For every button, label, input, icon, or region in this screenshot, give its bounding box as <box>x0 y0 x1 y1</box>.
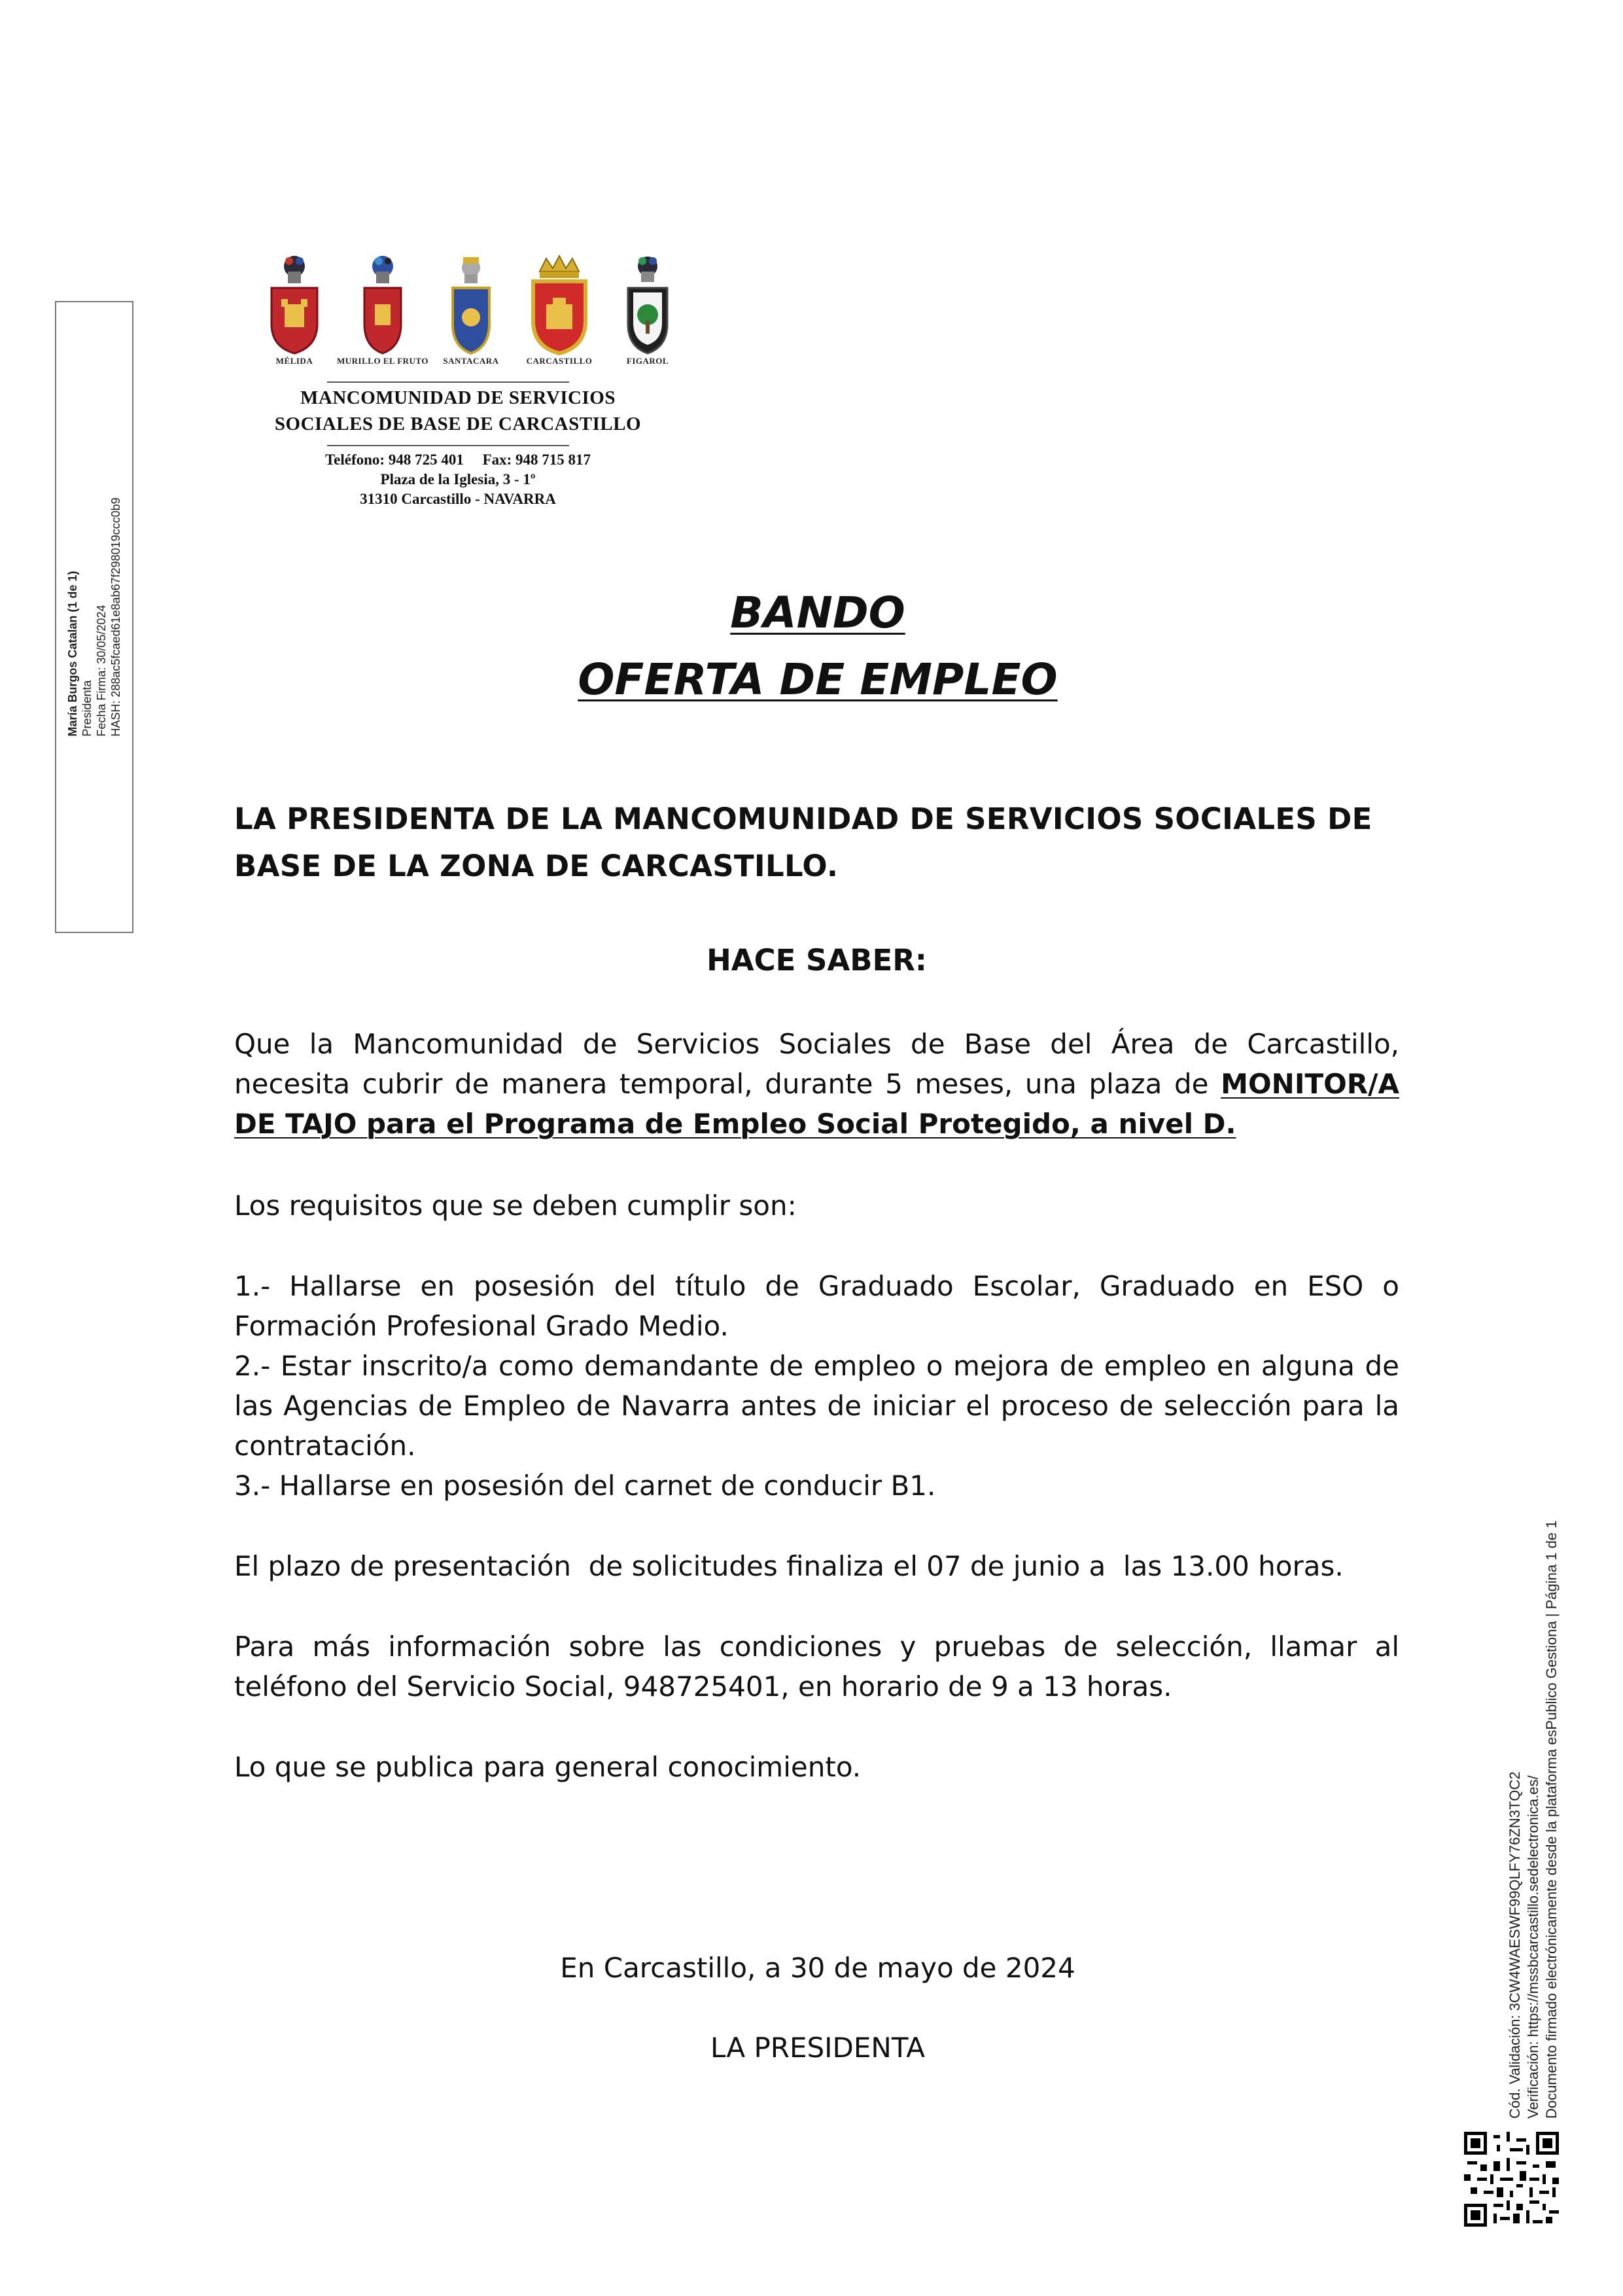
signature-stamp <box>55 301 133 933</box>
fecha-lugar: En Carcastillo, a 30 de mayo de 2024 <box>560 1952 1075 1984</box>
requisito-1: 1.- Hallarse en posesión del título de Graduado Escolar, Graduado en ESO o Formación Profesional Grado Medio. <box>234 1270 1399 1342</box>
org-name-line1: MANCOMUNIDAD DE SERVICIOS <box>300 387 616 408</box>
org-name-line2: SOCIALES DE BASE DE CARCASTILLO <box>274 414 642 434</box>
verification-url: Verificación: https://mssbcarcastillo.sedelectronica.es/ <box>1525 1775 1541 2119</box>
stamp-hash: HASH: 288ac5fcaed61e8ab67f298019ccc0b9 <box>109 497 122 737</box>
verification-note: Documento firmado electrónicamente desde la plataforma esPublico Gestiona | Página 1 de 1 <box>1543 1520 1560 2119</box>
requisitos-intro: Los requisitos que se deben cumplir son: <box>234 1190 797 1222</box>
org-address-city: 31310 Carcastillo - NAVARRA <box>360 491 556 507</box>
town-label-figarol: FIGAROL <box>626 356 669 366</box>
org-phone-fax: Teléfono: 948 725 401 Fax: 948 715 817 <box>324 451 591 468</box>
requisito-3: 3.- Hallarse en posesión del carnet de conducir B1. <box>234 1470 936 1502</box>
hace-saber-heading: HACE SABER: <box>707 943 927 978</box>
title-bando: BANDO <box>730 588 905 638</box>
plazo-paragraph: El plazo de presentación de solicitudes finaliza el 07 de junio a las 13.00 horas. <box>234 1550 1344 1582</box>
header-divider-top <box>327 381 569 383</box>
stamp-signer: María Burgos Catalan (1 de 1) <box>66 571 79 737</box>
org-address-street: Plaza de la Iglesia, 3 - 1º <box>380 471 536 487</box>
intro-text: Que la Mancomunidad de Servicios Sociales de Base del Área de Carcastillo, necesita cubrir de manera temporal, durante 5 meses, una plaza de <box>234 1028 1399 1100</box>
title-oferta-empleo: OFERTA DE EMPLEO <box>578 654 1058 705</box>
firma-presidenta: LA PRESIDENTA <box>710 2032 925 2064</box>
qr-code-icon <box>1464 2132 1559 2227</box>
intro-paragraph <box>234 1024 1399 1144</box>
requisito-2: 2.- Estar inscrito/a como demandante de empleo o mejora de empleo en alguna de las Agencias de Empleo de Navarra antes de iniciar el proceso de selección para la contratación. <box>234 1350 1399 1462</box>
santacara-crest-icon <box>438 252 504 357</box>
melida-crest-icon <box>262 252 327 357</box>
signature-stamp-text <box>65 497 123 736</box>
town-label-carcastillo: CARCASTILLO <box>526 356 593 366</box>
verification-strip <box>1506 1521 1561 2119</box>
header-divider-bottom <box>327 445 569 446</box>
stamp-date: Fecha Firma: 30/05/2024 <box>95 605 108 737</box>
town-label-murillo: MURILLO EL FRUTO <box>337 356 428 366</box>
figarol-crest-icon <box>615 252 680 357</box>
stamp-role: Presidenta <box>80 680 94 737</box>
town-label-melida: MÉLIDA <box>275 356 313 366</box>
verification-code: Cód. Validación: 3CW4WAESWF99QLFY76ZN3TQC2 <box>1507 1771 1523 2119</box>
intro-emphasis: MONITOR/A DE TAJO para el Programa de Empleo Social Protegido, a nivel D. <box>234 1068 1399 1140</box>
carcastillo-crest-icon <box>527 252 592 357</box>
info-paragraph: Para más información sobre las condiciones y pruebas de selección, llamar al teléfono del Servicio Social, 948725401, en horario de 9 a 13 horas. <box>234 1631 1399 1703</box>
publica-paragraph: Lo que se publica para general conocimiento. <box>234 1751 862 1783</box>
presidenta-heading: LA PRESIDENTA DE LA MANCOMUNIDAD DE SERVICIOS SOCIALES DE BASE DE LA ZONA DE CARCASTILLO. <box>234 802 1372 883</box>
town-label-santacara: SANTACARA <box>443 356 499 366</box>
murillo-el-fruto-crest-icon <box>350 252 415 357</box>
